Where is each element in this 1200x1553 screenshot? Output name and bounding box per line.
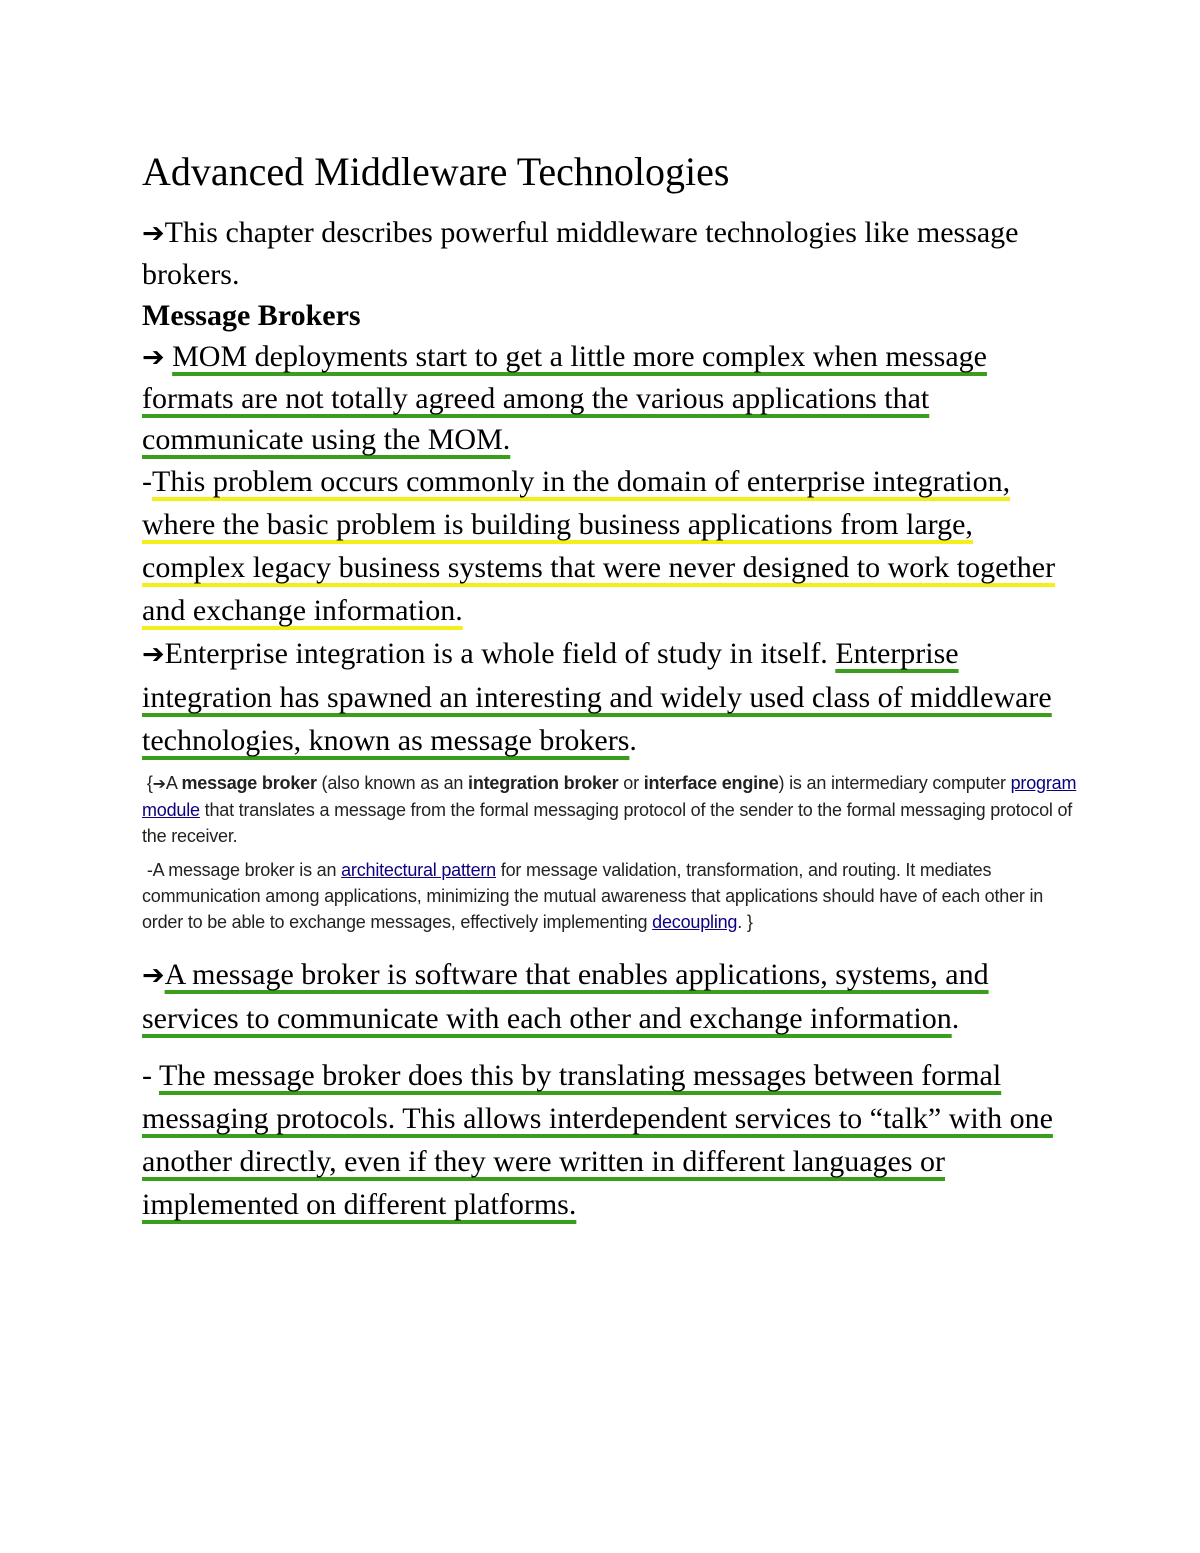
architectural-pattern-link[interactable]: architectural pattern — [341, 860, 496, 880]
highlighted-text: A message broker is software that enables applications, systems, and services to communicate with each other and exchange information — [142, 958, 989, 1035]
text: A — [165, 773, 182, 793]
dash-lead: - — [142, 465, 152, 498]
enterprise-problem-paragraph — [142, 460, 1082, 632]
text: for message validation, transformation, and routing. It mediates communication among applications, minimizing the mutual awareness that applications should have of each other in order to be able to exchange messages, effectively implementing — [142, 860, 1044, 932]
text: . } — [737, 912, 753, 932]
text: that translates a message from the formal messaging protocol of the sender to the formal messaging protocol of the receiver. — [142, 800, 1073, 846]
intro-text: This chapter describes powerful middleware technologies like message brokers. — [142, 216, 1019, 291]
program-module-link[interactable]: program module — [142, 773, 1077, 820]
text: ) is an intermediary computer — [778, 773, 1011, 793]
decoupling-link[interactable]: decoupling — [652, 912, 738, 932]
arrow-right-icon: ➔ — [142, 960, 165, 991]
arrow-right-icon: ➔ — [142, 639, 165, 670]
bold-term: interface engine — [643, 773, 779, 793]
dash-lead: - — [142, 1059, 159, 1092]
highlighted-text: Enterprise integration has spawned an interesting and widely used class of middleware technologies, known as message brokers — [142, 637, 1052, 757]
section-heading: Message Brokers — [142, 299, 361, 332]
arrow-right-icon: ➔ — [142, 218, 165, 249]
highlighted-text: This problem occurs commonly in the domain of enterprise integration, where the basic problem is building business applications from large, complex legacy business systems that were never designed to work together and exchange information. — [142, 465, 1056, 627]
brace: { — [146, 773, 153, 793]
definition-paragraph — [142, 770, 1082, 849]
document-page — [142, 148, 1082, 1226]
enterprise-integration-paragraph — [142, 632, 1082, 762]
highlighted-text: MOM deployments start to get a little more complex when message formats are not totally agreed among the various applications that communicate using the MOM. — [142, 340, 987, 456]
plain-text: Enterprise integration is a whole field of study in itself. — [164, 637, 828, 670]
software-paragraph — [142, 953, 1082, 1040]
punctuation: . — [629, 724, 637, 757]
punctuation: . — [951, 1002, 960, 1035]
translation-paragraph — [142, 1054, 1082, 1226]
text: or — [618, 773, 644, 793]
intro-paragraph — [142, 212, 1082, 295]
arrow-right-icon: ➔ — [142, 342, 165, 373]
bold-term: integration broker — [468, 773, 619, 793]
page-title: Advanced Middleware Technologies — [142, 149, 730, 194]
pattern-paragraph — [142, 857, 1082, 935]
highlighted-text: The message broker does this by translating messages between formal messaging protocols. This allows interdependent services to “talk” with one another directly, even if they were written in different languages or implemented on different platforms. — [142, 1059, 1053, 1221]
arrow-right-icon: ➔ — [152, 774, 166, 793]
mom-paragraph — [142, 336, 1082, 460]
text: -A message broker is an — [146, 860, 342, 880]
bold-term: message broker — [181, 773, 317, 793]
text: (also known as an — [316, 773, 469, 793]
